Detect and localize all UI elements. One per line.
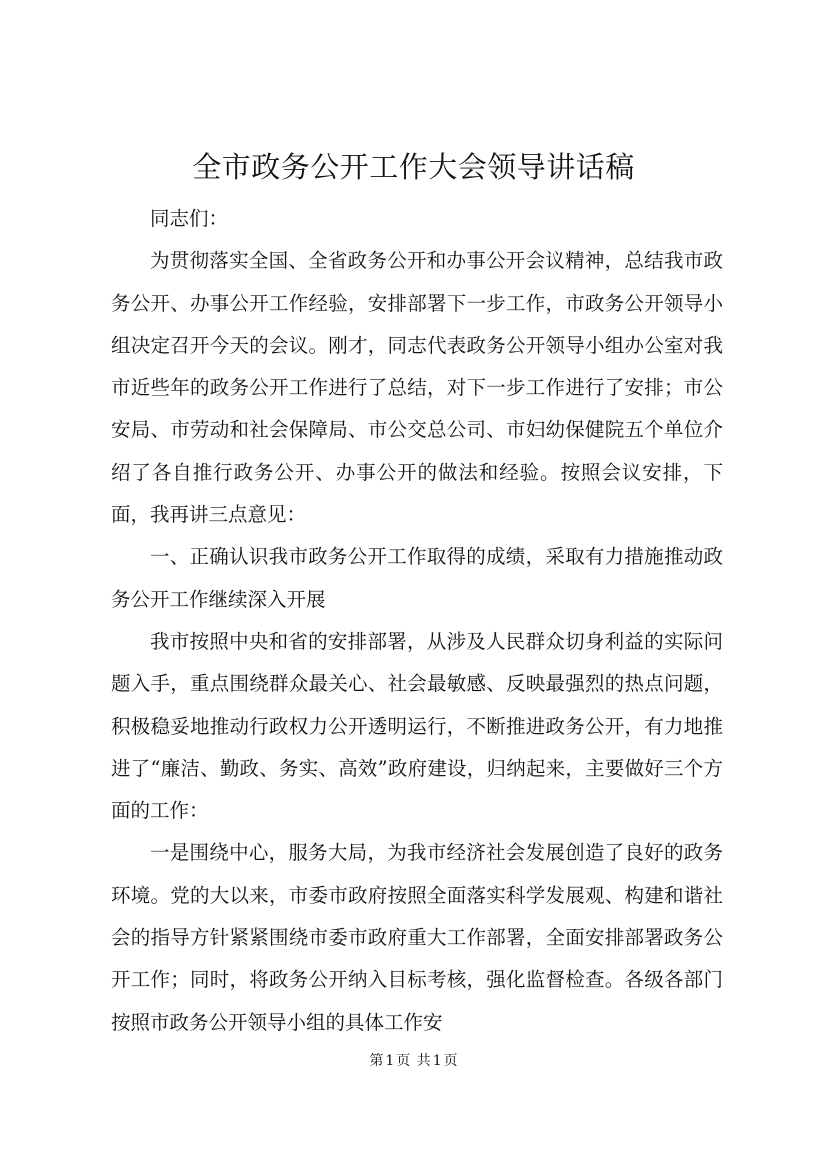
page-number: 1 (385, 1053, 395, 1069)
paragraph-intro: 为贯彻落实全国、全省政务公开和办事公开会议精神，总结我市政务公开、办事公开工作经验，安排部署下一步工作，市政务公开领导小组决定召开今天的会议。刚才，同志代表政务公开领导小组办公室对我市近些年的政务公开工作进行了总结，对下一步工作进行了安排；市公安局、市劳动和社会保障局、市公交总公司、市妇幼保健院五个单位介绍了各自推行政务公开、办事公开的做法和经验。按照会议安排，下面，我再讲三点意见： (111, 249, 723, 527)
document-body (111, 198, 723, 1044)
total-prefix: 共 (416, 1053, 431, 1069)
page-suffix: 页 (396, 1053, 411, 1069)
page-footer (0, 1051, 827, 1071)
page-prefix: 第 (369, 1053, 384, 1069)
section-heading-1: 一、正确认识我市政务公开工作取得的成绩，采取有力措施推动政务公开工作继续深入开展 (111, 545, 723, 611)
document-title: 全市政务公开工作大会领导讲话稿 (192, 150, 635, 184)
paragraph-summary: 我市按照中央和省的安排部署，从涉及人民群众切身利益的实际问题入手，重点围绕群众最关心、社会最敏感、反映最强烈的热点问题，积极稳妥地推动行政权力公开透明运行，不断推进政务公开，有力地推进了“廉洁、勤政、务实、高效”政府建设，归纳起来，主要做好三个方面的工作： (111, 629, 723, 823)
salutation: 同志们： (150, 207, 229, 230)
total-suffix: 页 (443, 1053, 458, 1069)
paragraph-point-1: 一是围绕中心，服务大局，为我市经济社会发展创造了良好的政务环境。党的大以来，市委市政府按照全面落实科学发展观、构建和谐社会的指导方针紧紧围绕市委市政府重大工作部署，全面安排部署政务公开工作；同时，将政务公开纳入目标考核，强化监督检查。各级各部门按照市政务公开领导小组的具体工作安 (111, 841, 723, 1034)
total-pages: 1 (432, 1053, 442, 1069)
